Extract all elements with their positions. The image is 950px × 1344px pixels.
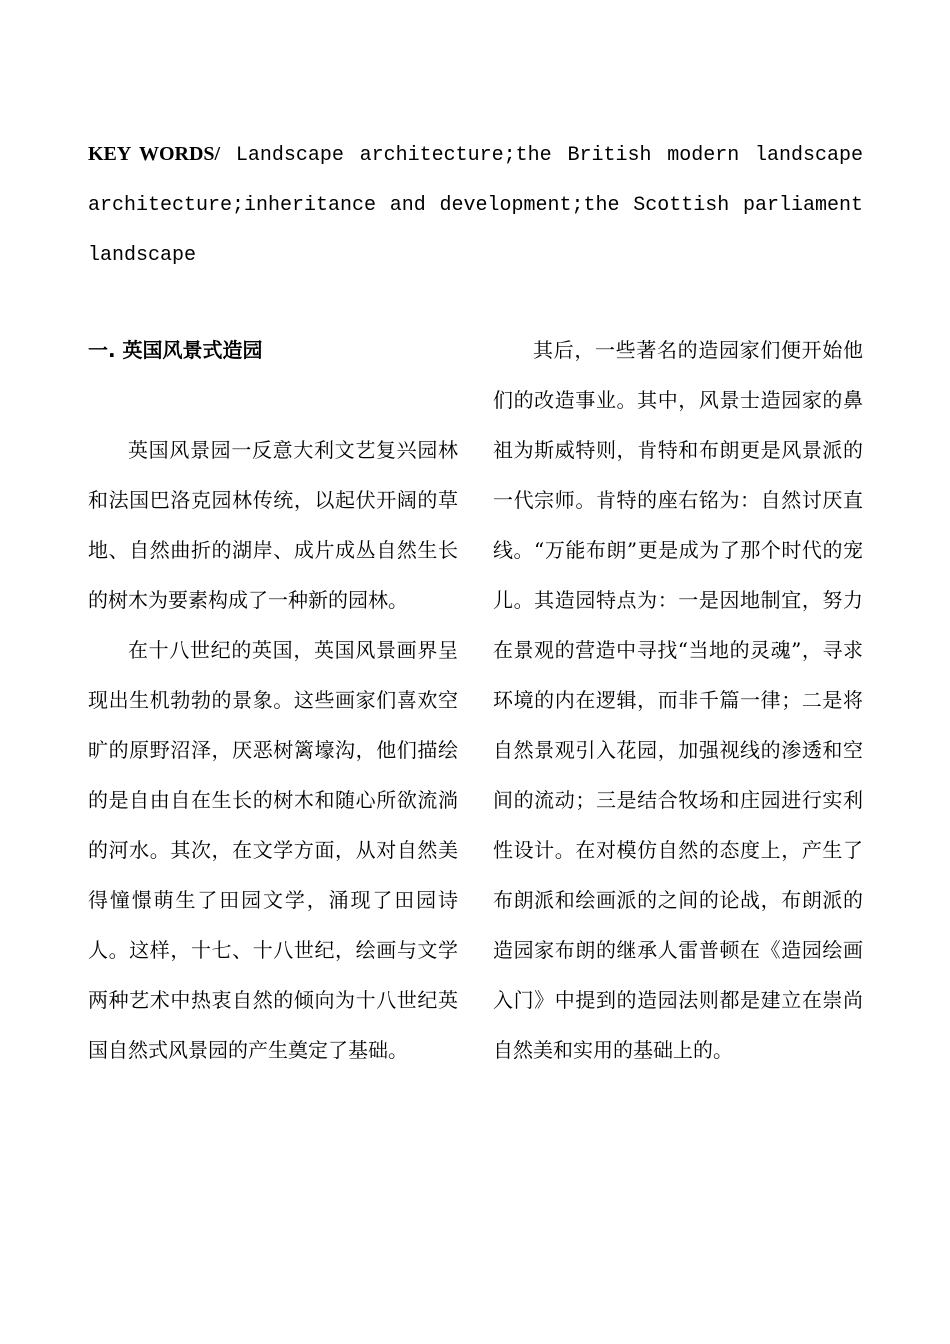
section-heading: 一. 英国风景式造园 xyxy=(88,338,263,362)
keywords-text: Landscape architecture;the British modern landscape architecture;inheritance and development;the Scottish parliament landscape xyxy=(88,144,864,267)
keywords-block xyxy=(88,129,863,281)
keywords-label: KEY WORDS/ xyxy=(88,143,221,165)
heading-spacer xyxy=(88,375,458,425)
paragraph-english-landscape-garden: 英国风景园一反意大利文艺复兴园林和法国巴洛克园林传统，以起伏开阔的草地、自然曲折的湖岸、成片成丛自然生长的树木为要素构成了一种新的园林。 xyxy=(88,438,458,612)
paragraph-landscape-designers: 其后，一些著名的造园家们便开始他们的改造事业。其中，风景士造园家的鼻祖为斯威特则，肯特和布朗更是风景派的一代宗师。肯特的座右铭为：自然讨厌直线。“万能布朗”更是成为了那个时代的宠儿。其造园特点为：一是因地制宜，努力在景观的营造中寻找“当地的灵魂”，寻求环境的内在逻辑，而非千篇一律；二是将自然景观引入花园，加强视线的渗透和空间的流动；三是结合牧场和庄园进行实利性设计。在对模仿自然的态度上，产生了布朗派和绘画派的之间的论战，布朗派的造园家布朗的继承人雷普顿在《造园绘画入门》中提到的造园法则都是建立在崇尚自然美和实用的基础上的。 xyxy=(493,338,863,1062)
left-column xyxy=(88,325,458,1075)
right-column xyxy=(493,325,863,1075)
paragraph-eighteenth-century: 在十八世纪的英国，英国风景画界呈现出生机勃勃的景象。这些画家们喜欢空旷的原野沼泽，厌恶树篱壕沟，他们描绘的是自由自在生长的树木和随心所欲流淌的河水。其次，在文学方面，从对自然美得憧憬萌生了田园文学，涌现了田园诗人。这样，十七、十八世纪，绘画与文学两种艺术中热衷自然的倾向为十八世纪英国自然式风景园的产生奠定了基础。 xyxy=(88,638,458,1062)
